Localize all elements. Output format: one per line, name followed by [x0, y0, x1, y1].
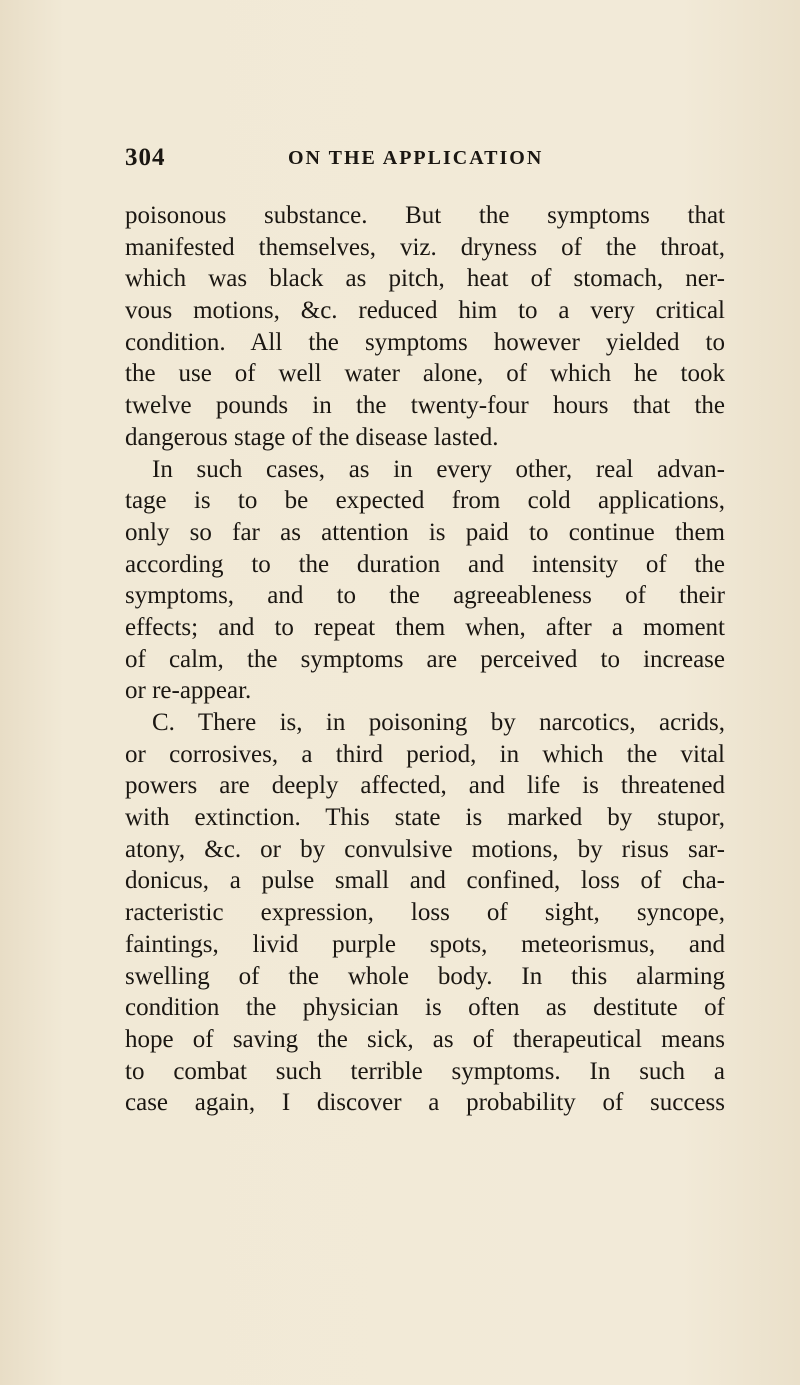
- text-line: C. There is, in poisoning by narcotics, acrids,: [152, 709, 725, 736]
- text-line: the use of well water alone, of which he took: [125, 360, 725, 388]
- text-line: which was black as pitch, heat of stomach, ner-: [125, 265, 725, 293]
- text-line: case again, I discover a probability of success: [125, 1089, 725, 1117]
- text-line: poisonous substance. But the symptoms that: [125, 202, 725, 229]
- text-line: atony, &c. or by convulsive motions, by risus sar-: [125, 835, 725, 863]
- text-line: donicus, a pulse small and confined, loss of cha-: [125, 867, 725, 895]
- text-line: with extinction. This state is marked by stupor,: [125, 804, 725, 832]
- text-line: tage is to be expected from cold applications,: [125, 487, 725, 515]
- text-line: condition the physician is often as destitute of: [125, 994, 725, 1022]
- text-line: dangerous stage of the disease lasted.: [125, 423, 499, 451]
- text-line: swelling of the whole body. In this alarming: [125, 962, 725, 990]
- body-text: [125, 200, 725, 1119]
- text-line: only so far as attention is paid to continue them: [125, 518, 725, 546]
- text-line: or corrosives, a third period, in which the vital: [125, 740, 725, 768]
- page-number: 304: [125, 144, 166, 171]
- text-line: symptoms, and to the agreeableness of their: [125, 582, 725, 610]
- text-line: faintings, livid purple spots, meteorismus, and: [125, 930, 725, 958]
- text-line: twelve pounds in the twenty-four hours that the: [125, 392, 725, 420]
- running-head: ON THE APPLICATION: [288, 147, 544, 169]
- text-line: manifested themselves, viz. dryness of the throat,: [125, 233, 725, 261]
- text-line: condition. All the symptoms however yielded to: [125, 328, 725, 356]
- text-line: according to the duration and intensity of the: [125, 550, 725, 578]
- text-line: to combat such terrible symptoms. In such a: [125, 1057, 725, 1085]
- text-line: In such cases, as in every other, real advan-: [152, 455, 725, 483]
- text-line: hope of saving the sick, as of therapeutical means: [125, 1025, 725, 1053]
- text-line: vous motions, &c. reduced him to a very critical: [125, 297, 725, 325]
- text-line: effects; and to repeat them when, after a moment: [125, 613, 725, 641]
- text-line: powers are deeply affected, and life is threatened: [125, 772, 725, 800]
- text-line: racteristic expression, loss of sight, syncope,: [125, 899, 725, 927]
- page-header: [125, 144, 705, 180]
- text-line: of calm, the symptoms are perceived to increase: [125, 645, 725, 673]
- text-line: or re-appear.: [125, 677, 252, 705]
